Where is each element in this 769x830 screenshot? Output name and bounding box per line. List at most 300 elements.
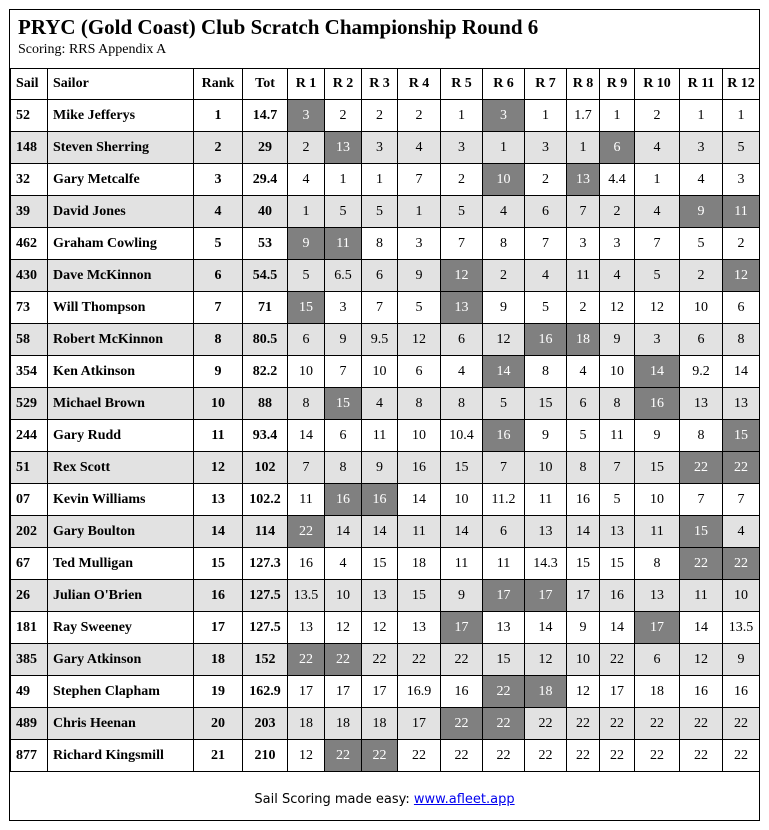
- total-score: 88: [243, 388, 288, 420]
- race-score: 6: [288, 324, 325, 356]
- race-score: 10: [567, 644, 600, 676]
- race-score: 7: [680, 484, 723, 516]
- column-header: R 10: [635, 69, 680, 100]
- rank-value: 1: [194, 100, 243, 132]
- rank-value: 9: [194, 356, 243, 388]
- race-score: 18: [288, 708, 325, 740]
- race-score: 5: [567, 420, 600, 452]
- total-score: 80.5: [243, 324, 288, 356]
- race-score: 3: [362, 132, 398, 164]
- race-score: 14: [567, 516, 600, 548]
- race-score: 12: [525, 644, 567, 676]
- column-header: Sailor: [48, 69, 194, 100]
- total-score: 102.2: [243, 484, 288, 516]
- rank-value: 18: [194, 644, 243, 676]
- race-score: 6: [483, 516, 525, 548]
- rank-value: 3: [194, 164, 243, 196]
- race-score: 3: [325, 292, 362, 324]
- race-score: 12: [398, 324, 441, 356]
- race-score: 22: [600, 644, 635, 676]
- rank-value: 7: [194, 292, 243, 324]
- sail-number: 26: [11, 580, 48, 612]
- race-score: 13.5: [288, 580, 325, 612]
- sailor-name: Kevin Williams: [48, 484, 194, 516]
- rank-value: 10: [194, 388, 243, 420]
- race-score: 22: [635, 708, 680, 740]
- race-score: 15: [525, 388, 567, 420]
- race-score: 17: [362, 676, 398, 708]
- race-score: 11: [362, 420, 398, 452]
- rank-value: 13: [194, 484, 243, 516]
- race-score: 6: [362, 260, 398, 292]
- discarded-race-score: 22: [483, 708, 525, 740]
- race-score: 10: [398, 420, 441, 452]
- race-score: 22: [635, 740, 680, 772]
- race-score: 1: [483, 132, 525, 164]
- race-score: 22: [525, 740, 567, 772]
- race-score: 16: [288, 548, 325, 580]
- race-score: 7: [635, 228, 680, 260]
- discarded-race-score: 22: [288, 644, 325, 676]
- table-row: [11, 132, 760, 164]
- race-score: 3: [600, 228, 635, 260]
- discarded-race-score: 17: [483, 580, 525, 612]
- race-score: 9: [362, 452, 398, 484]
- discarded-race-score: 15: [680, 516, 723, 548]
- race-score: 14: [398, 484, 441, 516]
- sailor-name: Ray Sweeney: [48, 612, 194, 644]
- race-score: 7: [483, 452, 525, 484]
- race-score: 6: [525, 196, 567, 228]
- table-row: [11, 644, 760, 676]
- race-score: 2: [567, 292, 600, 324]
- sailor-name: Gary Boulton: [48, 516, 194, 548]
- race-score: 11: [398, 516, 441, 548]
- race-score: 9: [567, 612, 600, 644]
- race-score: 9.5: [362, 324, 398, 356]
- race-score: 2: [441, 164, 483, 196]
- header-row: [11, 69, 760, 100]
- race-score: 12: [600, 292, 635, 324]
- race-score: 16: [441, 676, 483, 708]
- race-score: 10: [723, 580, 760, 612]
- race-score: 7: [525, 228, 567, 260]
- race-score: 1.7: [567, 100, 600, 132]
- discarded-race-score: 9: [680, 196, 723, 228]
- race-score: 13.5: [723, 612, 760, 644]
- race-score: 4: [398, 132, 441, 164]
- sailor-name: Graham Cowling: [48, 228, 194, 260]
- race-score: 11.2: [483, 484, 525, 516]
- race-score: 18: [325, 708, 362, 740]
- discarded-race-score: 16: [362, 484, 398, 516]
- race-score: 10: [325, 580, 362, 612]
- sail-number: 39: [11, 196, 48, 228]
- race-score: 2: [723, 228, 760, 260]
- race-score: 2: [635, 100, 680, 132]
- race-score: 4: [635, 132, 680, 164]
- discarded-race-score: 15: [325, 388, 362, 420]
- table-row: [11, 100, 760, 132]
- race-score: 7: [600, 452, 635, 484]
- sailor-name: Gary Atkinson: [48, 644, 194, 676]
- race-score: 22: [398, 740, 441, 772]
- race-score: 1: [398, 196, 441, 228]
- footer-link[interactable]: www.afleet.app: [413, 792, 515, 807]
- race-score: 9: [483, 292, 525, 324]
- race-score: 9: [398, 260, 441, 292]
- rank-value: 11: [194, 420, 243, 452]
- race-score: 9: [325, 324, 362, 356]
- race-score: 18: [362, 708, 398, 740]
- race-score: 13: [288, 612, 325, 644]
- footer: [10, 792, 759, 807]
- table-row: [11, 228, 760, 260]
- sail-number: 202: [11, 516, 48, 548]
- column-header: R 11: [680, 69, 723, 100]
- discarded-race-score: 14: [483, 356, 525, 388]
- discarded-race-score: 6: [600, 132, 635, 164]
- table-row: [11, 516, 760, 548]
- column-header: R 9: [600, 69, 635, 100]
- sail-number: 67: [11, 548, 48, 580]
- race-score: 13: [635, 580, 680, 612]
- race-score: 6: [723, 292, 760, 324]
- column-header: R 12: [723, 69, 760, 100]
- race-score: 17: [567, 580, 600, 612]
- discarded-race-score: 13: [441, 292, 483, 324]
- column-header: Tot: [243, 69, 288, 100]
- discarded-race-score: 15: [723, 420, 760, 452]
- race-score: 12: [362, 612, 398, 644]
- table-row: [11, 740, 760, 772]
- table-row: [11, 356, 760, 388]
- race-score: 3: [567, 228, 600, 260]
- race-score: 14: [723, 356, 760, 388]
- race-score: 4: [680, 164, 723, 196]
- race-score: 15: [441, 452, 483, 484]
- race-score: 11: [635, 516, 680, 548]
- race-score: 6: [680, 324, 723, 356]
- sailor-name: Steven Sherring: [48, 132, 194, 164]
- total-score: 127.5: [243, 612, 288, 644]
- race-score: 7: [325, 356, 362, 388]
- race-score: 8: [288, 388, 325, 420]
- race-score: 15: [483, 644, 525, 676]
- race-score: 15: [635, 452, 680, 484]
- race-score: 3: [441, 132, 483, 164]
- sail-number: 877: [11, 740, 48, 772]
- race-score: 18: [398, 548, 441, 580]
- total-score: 71: [243, 292, 288, 324]
- sailor-name: Michael Brown: [48, 388, 194, 420]
- race-score: 17: [600, 676, 635, 708]
- race-score: 10: [600, 356, 635, 388]
- sailor-name: Chris Heenan: [48, 708, 194, 740]
- race-score: 1: [635, 164, 680, 196]
- race-score: 3: [723, 164, 760, 196]
- column-header: R 6: [483, 69, 525, 100]
- race-score: 22: [525, 708, 567, 740]
- total-score: 53: [243, 228, 288, 260]
- sailor-name: Will Thompson: [48, 292, 194, 324]
- race-score: 4: [483, 196, 525, 228]
- table-row: [11, 708, 760, 740]
- column-header: Sail: [11, 69, 48, 100]
- race-score: 6.5: [325, 260, 362, 292]
- rank-value: 15: [194, 548, 243, 580]
- race-score: 8: [398, 388, 441, 420]
- race-score: 5: [362, 196, 398, 228]
- table-row: [11, 548, 760, 580]
- race-score: 10: [362, 356, 398, 388]
- total-score: 40: [243, 196, 288, 228]
- table-row: [11, 484, 760, 516]
- discarded-race-score: 16: [483, 420, 525, 452]
- race-score: 22: [441, 740, 483, 772]
- race-score: 8: [635, 548, 680, 580]
- rank-value: 8: [194, 324, 243, 356]
- race-score: 16: [600, 580, 635, 612]
- table-row: [11, 452, 760, 484]
- column-header: R 5: [441, 69, 483, 100]
- race-score: 8: [441, 388, 483, 420]
- race-score: 7: [362, 292, 398, 324]
- total-score: 127.5: [243, 580, 288, 612]
- total-score: 203: [243, 708, 288, 740]
- discarded-race-score: 18: [525, 676, 567, 708]
- race-score: 2: [325, 100, 362, 132]
- race-score: 6: [635, 644, 680, 676]
- race-score: 17: [398, 708, 441, 740]
- discarded-race-score: 22: [680, 452, 723, 484]
- race-score: 16: [680, 676, 723, 708]
- table-row: [11, 292, 760, 324]
- discarded-race-score: 17: [441, 612, 483, 644]
- discarded-race-score: 3: [288, 100, 325, 132]
- race-score: 5: [483, 388, 525, 420]
- race-score: 2: [362, 100, 398, 132]
- total-score: 14.7: [243, 100, 288, 132]
- race-score: 10: [680, 292, 723, 324]
- sail-number: 489: [11, 708, 48, 740]
- sailor-name: Rex Scott: [48, 452, 194, 484]
- race-score: 22: [567, 740, 600, 772]
- race-score: 14: [362, 516, 398, 548]
- race-score: 10: [635, 484, 680, 516]
- race-score: 5: [680, 228, 723, 260]
- race-score: 4: [362, 388, 398, 420]
- table-row: [11, 420, 760, 452]
- discarded-race-score: 22: [325, 644, 362, 676]
- race-score: 11: [525, 484, 567, 516]
- race-score: 9.2: [680, 356, 723, 388]
- race-score: 4: [325, 548, 362, 580]
- race-score: 12: [483, 324, 525, 356]
- total-score: 162.9: [243, 676, 288, 708]
- discarded-race-score: 22: [362, 740, 398, 772]
- discarded-race-score: 18: [567, 324, 600, 356]
- scoring-subtitle: Scoring: RRS Appendix A: [18, 42, 167, 57]
- race-score: 9: [525, 420, 567, 452]
- race-score: 1: [525, 100, 567, 132]
- race-score: 8: [362, 228, 398, 260]
- discarded-race-score: 16: [635, 388, 680, 420]
- discarded-race-score: 22: [288, 516, 325, 548]
- race-score: 10: [441, 484, 483, 516]
- race-score: 2: [525, 164, 567, 196]
- table-row: [11, 580, 760, 612]
- table-row: [11, 164, 760, 196]
- race-score: 2: [680, 260, 723, 292]
- sail-number: 73: [11, 292, 48, 324]
- race-score: 14: [600, 612, 635, 644]
- rank-value: 4: [194, 196, 243, 228]
- total-score: 29.4: [243, 164, 288, 196]
- table-row: [11, 196, 760, 228]
- race-score: 16: [398, 452, 441, 484]
- race-score: 15: [600, 548, 635, 580]
- discarded-race-score: 14: [635, 356, 680, 388]
- race-score: 15: [567, 548, 600, 580]
- total-score: 210: [243, 740, 288, 772]
- race-score: 9: [723, 644, 760, 676]
- race-score: 8: [483, 228, 525, 260]
- rank-value: 2: [194, 132, 243, 164]
- race-score: 6: [567, 388, 600, 420]
- race-score: 14: [441, 516, 483, 548]
- discarded-race-score: 15: [288, 292, 325, 324]
- race-score: 5: [288, 260, 325, 292]
- race-score: 1: [325, 164, 362, 196]
- race-score: 4: [441, 356, 483, 388]
- race-score: 1: [680, 100, 723, 132]
- discarded-race-score: 22: [723, 452, 760, 484]
- total-score: 114: [243, 516, 288, 548]
- results-table: [10, 68, 760, 772]
- race-score: 3: [525, 132, 567, 164]
- race-score: 7: [441, 228, 483, 260]
- race-score: 22: [567, 708, 600, 740]
- race-score: 3: [680, 132, 723, 164]
- sail-number: 181: [11, 612, 48, 644]
- race-score: 4: [600, 260, 635, 292]
- sail-number: 07: [11, 484, 48, 516]
- rank-value: 6: [194, 260, 243, 292]
- sailor-name: Ken Atkinson: [48, 356, 194, 388]
- race-score: 5: [635, 260, 680, 292]
- discarded-race-score: 22: [441, 708, 483, 740]
- race-score: 17: [288, 676, 325, 708]
- sail-number: 51: [11, 452, 48, 484]
- race-score: 8: [723, 324, 760, 356]
- sail-number: 529: [11, 388, 48, 420]
- race-score: 12: [635, 292, 680, 324]
- rank-value: 21: [194, 740, 243, 772]
- sailor-name: Ted Mulligan: [48, 548, 194, 580]
- column-header: R 1: [288, 69, 325, 100]
- race-score: 13: [680, 388, 723, 420]
- race-score: 15: [362, 548, 398, 580]
- discarded-race-score: 11: [723, 196, 760, 228]
- sail-number: 354: [11, 356, 48, 388]
- race-score: 11: [288, 484, 325, 516]
- rank-value: 12: [194, 452, 243, 484]
- sail-number: 244: [11, 420, 48, 452]
- sail-number: 52: [11, 100, 48, 132]
- total-score: 54.5: [243, 260, 288, 292]
- race-score: 7: [567, 196, 600, 228]
- race-score: 5: [325, 196, 362, 228]
- rank-value: 17: [194, 612, 243, 644]
- race-score: 12: [325, 612, 362, 644]
- race-score: 14.3: [525, 548, 567, 580]
- discarded-race-score: 10: [483, 164, 525, 196]
- total-score: 82.2: [243, 356, 288, 388]
- race-score: 4.4: [600, 164, 635, 196]
- race-score: 16: [567, 484, 600, 516]
- race-score: 4: [723, 516, 760, 548]
- race-score: 1: [600, 100, 635, 132]
- race-score: 22: [723, 708, 760, 740]
- race-score: 4: [567, 356, 600, 388]
- table-row: [11, 676, 760, 708]
- race-score: 1: [288, 196, 325, 228]
- sailor-name: Dave McKinnon: [48, 260, 194, 292]
- race-score: 4: [635, 196, 680, 228]
- race-score: 8: [600, 388, 635, 420]
- race-score: 1: [723, 100, 760, 132]
- sail-number: 462: [11, 228, 48, 260]
- race-score: 13: [398, 612, 441, 644]
- race-score: 7: [288, 452, 325, 484]
- race-score: 9: [635, 420, 680, 452]
- race-score: 3: [635, 324, 680, 356]
- race-score: 10.4: [441, 420, 483, 452]
- race-score: 14: [680, 612, 723, 644]
- race-score: 22: [723, 740, 760, 772]
- footer-text: Sail Scoring made easy:: [254, 792, 414, 807]
- race-score: 4: [525, 260, 567, 292]
- rank-value: 5: [194, 228, 243, 260]
- race-score: 10: [525, 452, 567, 484]
- discarded-race-score: 22: [680, 548, 723, 580]
- table-row: [11, 388, 760, 420]
- rank-value: 20: [194, 708, 243, 740]
- race-score: 3: [398, 228, 441, 260]
- race-score: 1: [362, 164, 398, 196]
- race-score: 5: [441, 196, 483, 228]
- table-row: [11, 260, 760, 292]
- discarded-race-score: 22: [483, 676, 525, 708]
- race-score: 13: [483, 612, 525, 644]
- race-score: 5: [398, 292, 441, 324]
- race-score: 4: [288, 164, 325, 196]
- sailor-name: Stephen Clapham: [48, 676, 194, 708]
- discarded-race-score: 13: [325, 132, 362, 164]
- sail-number: 58: [11, 324, 48, 356]
- race-score: 1: [441, 100, 483, 132]
- race-score: 22: [600, 740, 635, 772]
- sail-number: 32: [11, 164, 48, 196]
- discarded-race-score: 12: [723, 260, 760, 292]
- column-header: Rank: [194, 69, 243, 100]
- race-score: 22: [441, 644, 483, 676]
- total-score: 127.3: [243, 548, 288, 580]
- sailor-name: Richard Kingsmill: [48, 740, 194, 772]
- total-score: 152: [243, 644, 288, 676]
- sailor-name: David Jones: [48, 196, 194, 228]
